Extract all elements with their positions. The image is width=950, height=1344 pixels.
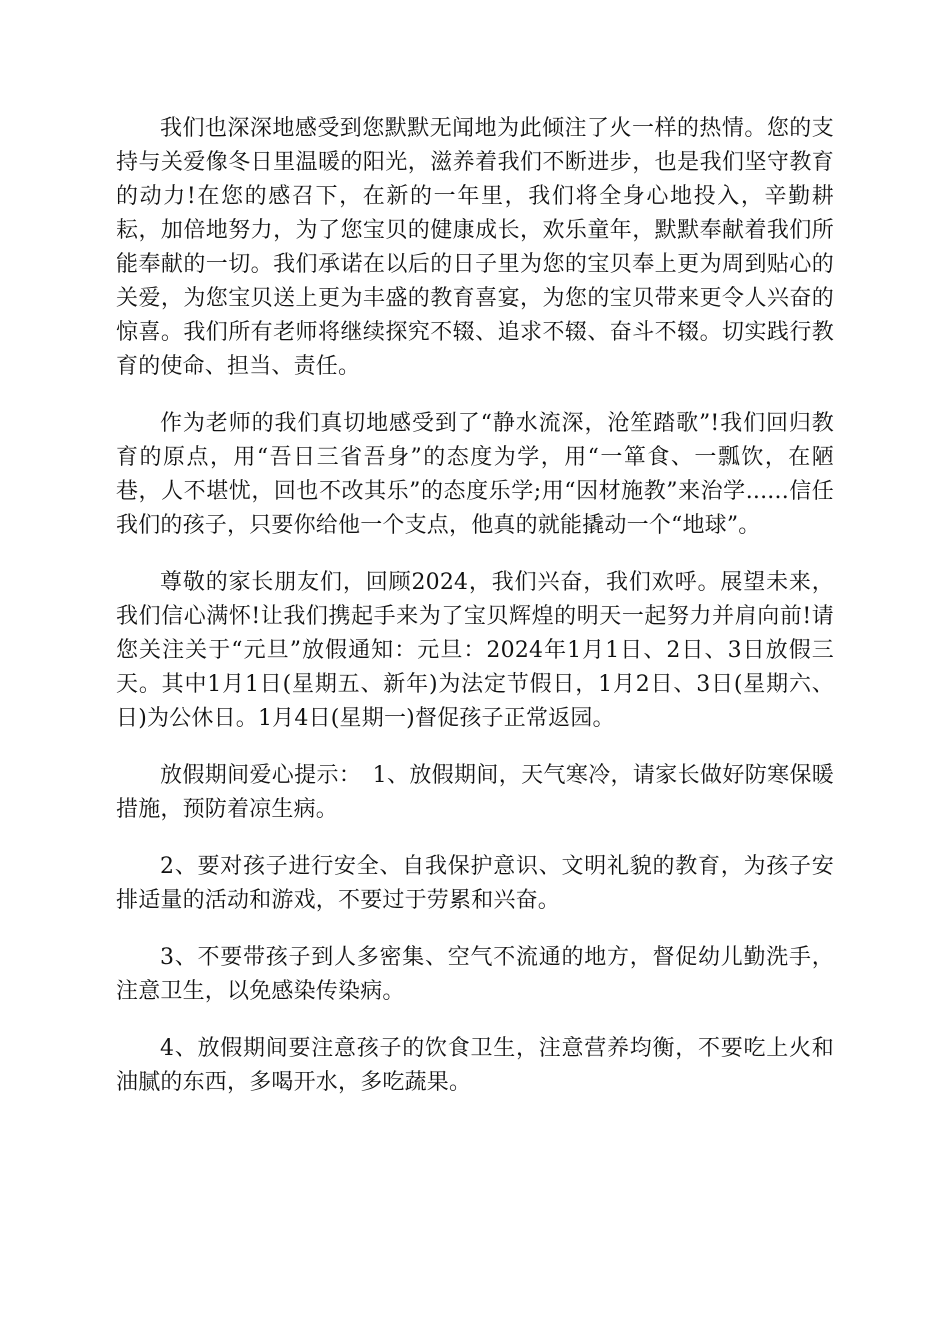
paragraph-tip-2: 2、要对孩子进行安全、自我保护意识、文明礼貌的教育，为孩子安排适量的活动和游戏，不要过于劳累和兴奋。	[116, 854, 834, 913]
paragraph-tip-4: 4、放假期间要注意孩子的饮食卫生，注意营养均衡，不要吃上火和油腻的东西，多喝开水，多吃蔬果。	[116, 1036, 834, 1095]
paragraph-tip-1: 放假期间爱心提示： 1、放假期间，天气寒冷，请家长做好防寒保暖措施，预防着凉生病。	[116, 763, 834, 822]
paragraph-education-philosophy: 作为老师的我们真切地感受到了“静水流深，沧笙踏歌”!我们回归教育的原点，用“吾日三省吾身”的态度为学，用“一箪食、一瓢饮，在陋巷，人不堪忧，回也不改其乐”的态度乐学;用“因材施教”来治学......信任我们的孩子，只要你给他一个支点，他真的就能撬动一个“地球”。	[116, 411, 834, 538]
paragraph-gratitude: 我们也深深地感受到您默默无闻地为此倾注了火一样的热情。您的支持与关爱像冬日里温暖的阳光，滋养着我们不断进步，也是我们坚守教育的动力!在您的感召下，在新的一年里，我们将全身心地投入，辛勤耕耘，加倍地努力，为了您宝贝的健康成长，欢乐童年，默默奉献着我们所能奉献的一切。我们承诺在以后的日子里为您的宝贝奉上更为周到贴心的关爱，为您宝贝送上更为丰盛的教育喜宴，为您的宝贝带来更令人兴奋的惊喜。我们所有老师将继续探究不辍、追求不辍、奋斗不辍。切实践行教育的使命、担当、责任。	[116, 116, 834, 379]
document-body	[116, 112, 834, 1123]
paragraph-holiday-notice: 尊敬的家长朋友们，回顾2024，我们兴奋，我们欢呼。展望未来，我们信心满怀!让我们携起手来为了宝贝辉煌的明天一起努力并肩向前!请您关注关于“元旦”放假通知：元旦：2024年1月1日、2日、3日放假三天。其中1月1日(星期五、新年)为法定节假日，1月2日、3日(星期六、日)为公休日。1月4日(星期一)督促孩子正常返园。	[116, 570, 834, 731]
paragraph-tip-3: 3、不要带孩子到人多密集、空气不流通的地方，督促幼儿勤洗手，注意卫生，以免感染传染病。	[116, 945, 834, 1004]
